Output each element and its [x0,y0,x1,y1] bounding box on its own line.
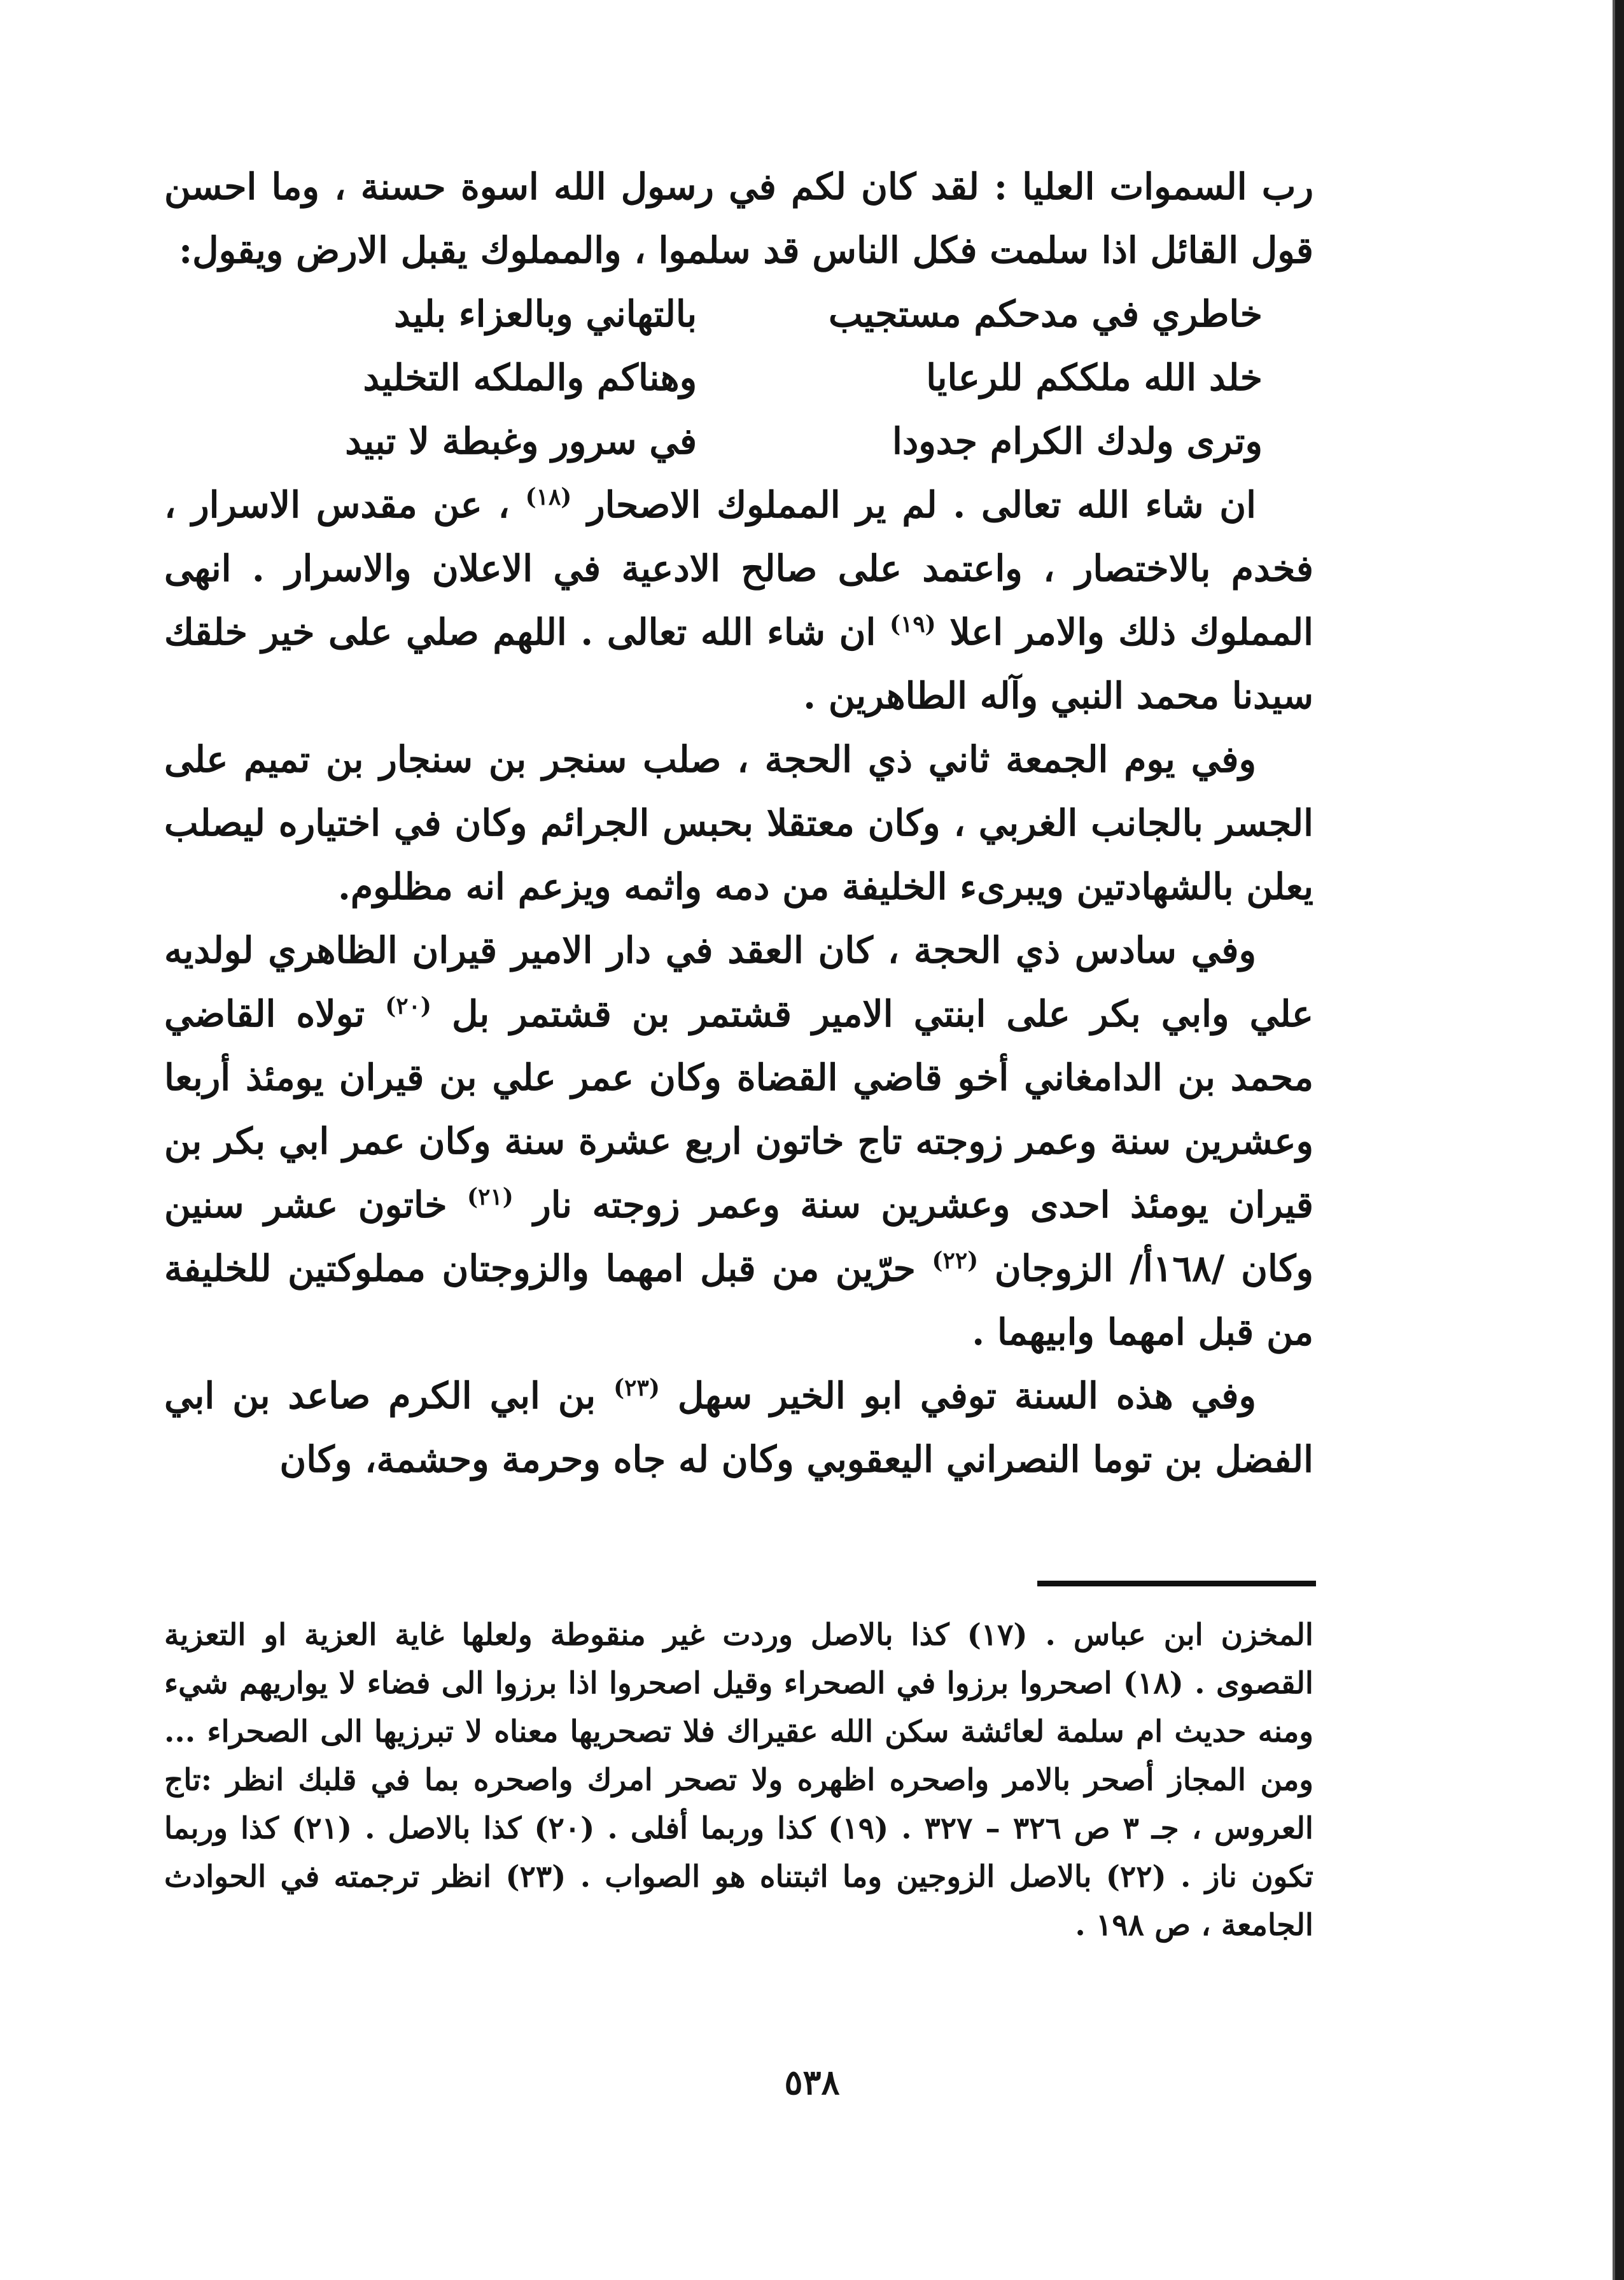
verse-2-second-hemistich: وهناكم والملكه التخليد [363,356,697,399]
footnote-ref-18: (١٨) [525,484,572,510]
paragraph-1: رب السموات العليا : لقد كان لكم في رسول الله اسوة حسنة ، وما احسن قول القائل اذا سلمت فكل الناس قد سلموا ، والمملوك يقبل الارض ويقول: [164,165,1313,272]
main-text [164,155,1313,1492]
page-number: ٥٣٨ [784,2062,840,2102]
footnote-ref-21: (٢١) [467,1184,514,1210]
verse-3 [164,410,1313,473]
footnotes [164,1611,1313,1950]
paragraph-4 [164,919,1313,1364]
verse-1-second-hemistich: بالتهاني وبالعزاء بليد [394,293,697,335]
footnotes-text: المخزن ابن عباس . (١٧) كذا بالاصل وردت غير منقوطة ولعلها غاية العزية او التعزية القصوى . (١٨) اصحروا برزوا في الصحراء وقيل اصحروا اذا برزوا الى فضاء لا يواريهم شيء ومنه حديث ام سلمة لعائشة سكن الله عقيراك فلا تصحريها معناه لا تبرزيها الى الصحراء ... ومن المجاز أصحر بالامر واصحره اظهره ولا تصحر امرك واصحره بما في قلبك انظر :تاج العروس ، جـ ٣ ص ٣٢٦ – ٣٢٧ . (١٩) كذا وربما أفلى . (٢٠) كذا بالاصل . (٢١) كذا وربما تكون ناز . (٢٢) بالاصل الزوجين وما اثبتناه هو الصواب . (٢٣) انظر ترجمته في الحوادث الجامعة ، ص ١٩٨ . [164,1618,1313,1943]
paragraph-2-part-b: ، عن مقدس الاسرار ، فخدم بالاختصار ، واعتمد على صالح الادعية في الاعلان والاسرار . انهى المملوك ذلك والامر اعلا [164,484,1313,654]
paragraph-2-part-c: ان شاء الله تعالى . اللهم صلي على خير خلقك سيدنا محمد النبي وآله الطاهرين . [164,611,1313,717]
verse-2 [164,346,1313,410]
paragraph-5-part-b: بن ابي الكرم صاعد بن ابي الفضل بن توما النصراني اليعقوبي وكان له جاه وحرمة وحشمة، وكان [164,1374,1313,1481]
paragraph-2-part-a: ان شاء الله تعالى . لم ير المملوك الاصحار [587,484,1256,526]
paragraph-5-part-a: وفي هذه السنة توفي ابو الخير سهل [677,1374,1256,1417]
verse-3-first-hemistich: وترى ولدك الكرام جدودا [892,420,1263,463]
footnote-ref-22: (٢٢) [932,1247,979,1274]
paragraph-4-part-d: حرّين من قبل امهما والزوجتان مملوكتين للخليفة من قبل امهما وابيهما . [164,1247,1313,1353]
page-edge [1615,0,1624,2280]
paragraph-4-part-a: وفي سادس ذي الحجة ، كان العقد في دار الامير قيران الظاهري لولديه علي وابي بكر على ابنتي الامير قشتمر بن قشتمر بل [164,929,1313,1035]
verse-2-first-hemistich: خلد الله ملككم للرعايا [926,356,1263,399]
footnote-ref-20: (٢٠) [385,993,431,1019]
verse-3-second-hemistich: في سرور وغبطة لا تبيد [345,420,697,463]
paragraph-5 [164,1364,1313,1492]
verse-1-first-hemistich: خاطري في مدحكم مستجيب [829,293,1263,335]
paragraph-3: وفي يوم الجمعة ثاني ذي الحجة ، صلب سنجر بن سنجار بن تميم على الجسر بالجانب الغربي ، وكان معتقلا بحبس الجرائم وكان في اختياره ليصلب يعلن بالشهادتين ويبرىء الخليفة من دمه واثمه ويزعم انه مظلوم. [164,738,1313,908]
verse-1 [164,283,1313,346]
paragraph-4-part-c: خاتون عشر سنين وكان /١٦٨أ/ الزوجان [164,1184,1313,1290]
footnote-ref-23: (٢٣) [613,1374,660,1401]
footnote-separator [1037,1581,1316,1586]
paragraph-2 [164,473,1313,728]
paragraph-4-part-b: تولاه القاضي محمد بن الدامغاني أخو قاضي القضاة وكان عمر علي بن قيران يومئذ أربعا وعشرين سنة وعمر زوجته تاج خاتون اربع عشرة سنة وكان عمر ابي بكر بن قيران يومئذ احدى وعشرين سنة وعمر زوجته نار [164,993,1313,1226]
footnote-ref-19: (١٩) [889,611,936,638]
